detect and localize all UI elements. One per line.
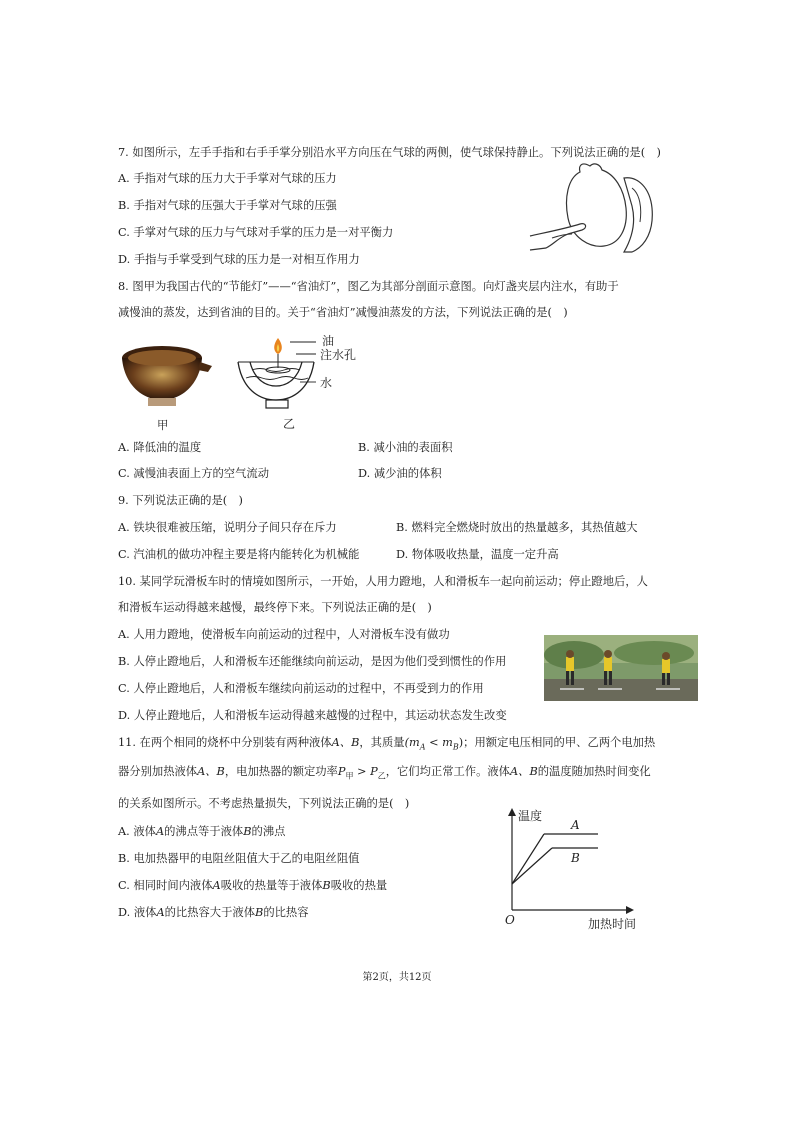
graph-label-a: A [571,818,580,832]
q11-stem-line1: 11. 在两个相同的烧杯中分别装有两种液体A、B，其质量$(m_A < m_B)$；用额定电压相同的甲、乙两个电加热 [118,736,656,752]
x-axis-arrow [626,906,634,914]
q11-stem-line3: 的关系如图所示。不考虑热量损失，下列说法正确的是( ) [118,797,410,810]
q10-option-d: D. 人停止蹬地后，人和滑板车运动得越来越慢的过程中，其运动状态发生改变 [118,709,507,722]
oil-lamp-photo [118,340,214,412]
q9-option-a: A. 铁块很难被压缩，说明分子间只存在斥力 [118,521,337,534]
q7-option-b: B. 手指对气球的压强大于手掌对气球的压强 [118,199,337,212]
y-axis-arrow [508,808,516,816]
q10-option-b: B. 人停止蹬地后，人和滑板车还能继续向前运动，是因为他们受到惯性的作用 [118,655,507,668]
fig-label-water: 水 [320,376,333,390]
q11-option-c: C. 相同时间内液体A吸收的热量等于液体B吸收的热量 [118,879,388,892]
fig-label-yi: 乙 [283,417,296,431]
q10-option-a: A. 人用力蹬地，使滑板车向前运动的过程中，人对滑板车没有做功 [118,628,450,641]
lamp-cross-section [236,332,320,412]
q8-option-b: B. 减小油的表面积 [358,441,453,454]
graph-label-b: B [571,851,580,865]
q11-option-b: B. 电加热器甲的电阻丝阻值大于乙的电阻丝阻值 [118,852,360,865]
q11-option-d: D. 液体A的比热容大于液体B的比热容 [118,906,309,919]
q7-option-a: A. 手指对气球的压力大于手掌对气球的压力 [118,172,337,185]
q8-stem-line2: 减慢油的蒸发，达到省油的目的。关于“省油灯”减慢油蒸发的方法，下列说法正确的是( ) [118,306,568,319]
q11-option-a: A. 液体A的沸点等于液体B的沸点 [118,825,286,838]
graph-origin: O [505,913,515,927]
q8-option-d: D. 减少油的体积 [358,467,442,480]
fig-label-jia: 甲 [157,419,169,432]
q7-stem: 7. 如图所示，左手手指和右手手掌分别沿水平方向压在气球的两侧，使气球保持静止。下列说法正确的是( ) [118,146,661,159]
graph-ylabel: 温度 [518,809,543,823]
fig-label-oil: 油 [322,334,335,348]
q7-option-c: C. 手掌对气球的压力与气球对手掌的压力是一对平衡力 [118,226,394,239]
q9-stem: 9. 下列说法正确的是( ) [118,494,243,507]
page-footer: 第2页，共12页 [362,972,432,983]
q9-option-c: C. 汽油机的做功冲程主要是将内能转化为机械能 [118,548,360,561]
q9-option-b: B. 燃料完全燃烧时放出的热量越多，其热值越大 [396,521,638,534]
q9-option-d: D. 物体吸收热量，温度一定升高 [396,548,559,561]
q10-option-c: C. 人停止蹬地后，人和滑板车继续向前运动的过程中，不再受到力的作用 [118,682,484,695]
q8-option-c: C. 减慢油表面上方的空气流动 [118,467,269,480]
q11-stem-line2: 器分别加热液体A、B，电加热器的额定功率$P_甲 > P_乙$，它们均正常工作。液体A、B的温度随加热时间变化 [118,765,651,781]
q10-stem-line1: 10. 某同学玩滑板车时的情境如图所示，一开始，人用力蹬地，人和滑板车一起向前运动；停止蹬地后，人 [118,575,648,588]
q10-stem-line2: 和滑板车运动得越来越慢，最终停下来。下列说法正确的是( ) [118,601,432,614]
graph-xlabel: 加热时间 [588,917,637,931]
fig-label-hole: 注水孔 [320,348,357,362]
balloon-hand-figure [528,158,668,258]
q7-option-d: D. 手指与手掌受到气球的压力是一对相互作用力 [118,253,360,266]
scooter-photo [544,635,698,701]
q8-stem-line1: 8. 图甲为我国古代的“节能灯”——“省油灯”，图乙为其部分剖面示意图。向灯盏夹层内注水，有助于 [118,280,619,293]
q8-option-a: A. 降低油的温度 [118,441,202,454]
